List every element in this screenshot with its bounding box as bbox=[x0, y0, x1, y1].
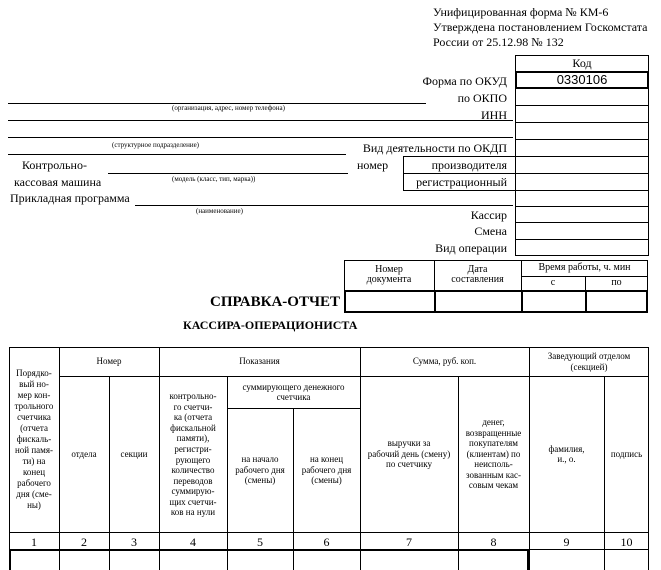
kkm-label: Контрольно- bbox=[22, 158, 87, 172]
kkm-model-line[interactable] bbox=[108, 173, 348, 174]
fio-header: фамилия, и., о. bbox=[548, 443, 585, 464]
revenue-header: выручки за рабочий день (смену) по счетчику bbox=[367, 438, 451, 470]
number-group-header: Номер bbox=[96, 356, 122, 367]
document-values-row[interactable] bbox=[344, 290, 648, 313]
model-caption: (модель (класс, тип, марка)) bbox=[172, 175, 256, 183]
operation-label: Вид операции bbox=[435, 241, 507, 255]
col-number: 5 bbox=[257, 535, 263, 549]
org-caption: (организация, адрес, номер телефона) bbox=[172, 104, 285, 112]
department-header: отдела bbox=[71, 448, 97, 459]
col-number: 3 bbox=[131, 535, 137, 549]
report-subtitle: КАССИРА-ОПЕРАЦИОНИСТА bbox=[183, 318, 358, 332]
cashier-label: Кассир bbox=[470, 208, 507, 222]
doc-number-header: Номер документа bbox=[366, 263, 412, 285]
control-counter-header: контрольно- го счетчи- ка (отчета фискальной памяти), регистри- рующего количество переводов суммирую- щих счетчи- ков на нули bbox=[169, 390, 217, 518]
summing-counter-header: суммирующего денежного счетчика bbox=[242, 381, 345, 402]
col-number: 10 bbox=[620, 535, 633, 549]
signature-header: подпись bbox=[610, 448, 643, 459]
table-input-row[interactable] bbox=[9, 549, 529, 570]
program-line[interactable] bbox=[135, 205, 513, 206]
approval-date: России от 25.12.98 № 132 bbox=[433, 35, 564, 49]
okud-value: 0330106 bbox=[556, 72, 608, 87]
col-number: 9 bbox=[563, 535, 570, 549]
sum-group-header: Сумма, руб. коп. bbox=[412, 356, 477, 367]
doc-date-header: Дата составления bbox=[451, 263, 504, 285]
report-title: СПРАВКА-ОТЧЕТ bbox=[210, 294, 340, 310]
approval-line: Утверждена постановлением Госкомстата bbox=[433, 20, 648, 34]
col-number: 2 bbox=[81, 535, 87, 549]
kkm-label-2: кассовая машина bbox=[14, 175, 102, 189]
end-day-header: на конец рабочего дня (смены) bbox=[301, 454, 352, 486]
shift-label: Смена bbox=[474, 224, 507, 238]
col-number: 1 bbox=[31, 535, 37, 549]
registration-label: регистрационный bbox=[416, 175, 507, 189]
okud-label: Форма по ОКУД bbox=[422, 74, 507, 88]
code-title: Код bbox=[572, 56, 592, 70]
manufacturer-label: производителя bbox=[431, 158, 507, 172]
time-from-header: с bbox=[550, 276, 556, 288]
readings-group-header: Показания bbox=[239, 356, 280, 367]
head-dept-header: Заведующий отделом (секцией) bbox=[547, 351, 631, 372]
work-time-header: Время работы, ч. мин bbox=[538, 261, 631, 273]
okdp-label: Вид деятельности по ОКДП bbox=[362, 141, 507, 155]
col-number: 6 bbox=[323, 535, 330, 549]
program-label: Прикладная программа bbox=[10, 191, 130, 205]
okpo-label: по ОКПО bbox=[457, 91, 507, 105]
refund-header: денег, возвращенные покупателям (клиентам) по неисполь- зованным кас- совым чекам bbox=[465, 417, 522, 491]
number-label: номер bbox=[357, 158, 389, 172]
time-to-header: по bbox=[611, 276, 622, 288]
counter-number-header: Порядко- вый но- мер кон- трольного счетчика (отчета фискаль- ной памя- ти) на конец рабочего дня (сме- ны) bbox=[14, 368, 54, 510]
start-day-header: на начало рабочего дня (смены) bbox=[235, 454, 285, 486]
inn-label: ИНН bbox=[481, 108, 507, 122]
section-header: секции bbox=[120, 448, 148, 459]
dept-caption: (структурное подразделение) bbox=[112, 141, 200, 149]
col-number: 4 bbox=[190, 535, 196, 549]
form-name: Унифицированная форма № КМ-6 bbox=[433, 5, 609, 19]
name-caption: (наименование) bbox=[196, 207, 243, 215]
dept-line[interactable] bbox=[8, 137, 513, 138]
col-number: 7 bbox=[406, 535, 412, 549]
col-number: 8 bbox=[490, 535, 497, 549]
